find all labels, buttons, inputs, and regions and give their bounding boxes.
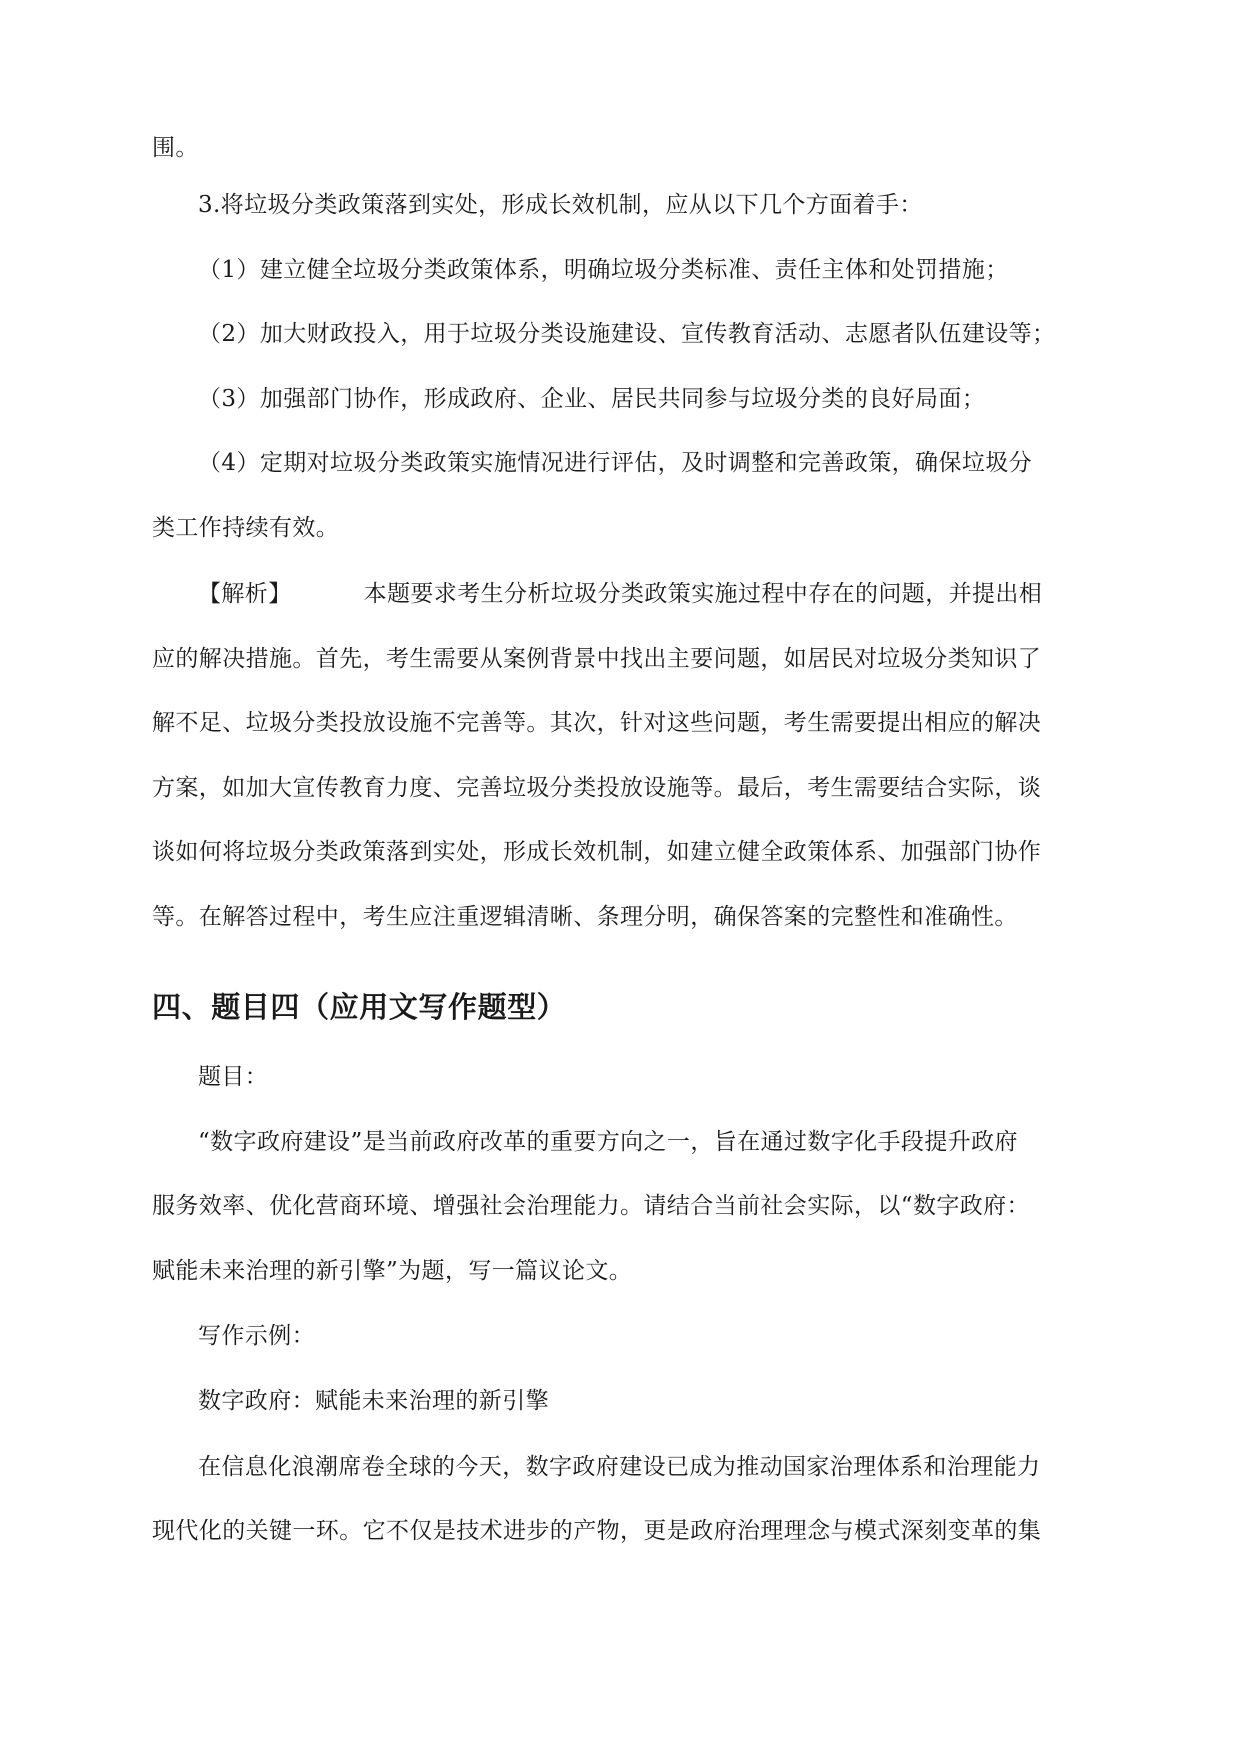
text-line: 服务效率、优化营商环境、增强社会治理能力。请结合当前社会实际，以“数字政府： — [152, 1193, 1030, 1219]
text-line: 解不足、垃圾分类投放设施不完善等。其次，针对这些问题，考生需要提出相应的解决 — [152, 710, 1042, 736]
analysis-first-line — [198, 577, 1092, 611]
text-line: 谈如何将垃圾分类政策落到实处，形成长效机制，如建立健全政策体系、加强部门协作 — [152, 839, 1042, 865]
text-line: 3.将垃圾分类政策落到实处，形成长效机制，应从以下几个方面着手： — [198, 192, 923, 218]
question-label: 题目： — [198, 1064, 269, 1090]
text-line: 在信息化浪潮席卷全球的今天，数字政府建设已成为推动国家治理体系和治理能力 — [198, 1454, 1041, 1480]
analysis-text: 本题要求考生分析垃圾分类政策实施过程中存在的问题，并提出相 — [363, 581, 1043, 607]
text-line: （4）定期对垃圾分类政策实施情况进行评估，及时调整和完善政策，确保垃圾分 — [198, 450, 1033, 476]
text-line: “数字政府建设”是当前政府改革的重要方向之一，旨在通过数字化手段提升政府 — [198, 1129, 1018, 1155]
text-line: 等。在解答过程中，考生应注重逻辑清晰、条理分明，确保答案的完整性和准确性。 — [152, 904, 1018, 930]
text-line: （1）建立健全垃圾分类政策体系，明确垃圾分类标准、责任主体和处罚措施； — [198, 257, 1009, 283]
text-line: 围。 — [152, 135, 199, 161]
analysis-tag: 【解析】 — [198, 581, 292, 607]
example-label: 写作示例： — [198, 1323, 315, 1349]
section-heading: 四、题目四（应用文写作题型） — [152, 990, 567, 1024]
text-line: 赋能未来治理的新引擎”为题，写一篇议论文。 — [152, 1258, 633, 1284]
example-title: 数字政府：赋能未来治理的新引擎 — [198, 1388, 549, 1414]
text-line: （3）加强部门协作，形成政府、企业、居民共同参与垃圾分类的良好局面； — [198, 386, 986, 412]
text-line: 方案，如加大宣传教育力度、完善垃圾分类投放设施等。最后，考生需要结合实际，谈 — [152, 775, 1042, 801]
text-line: 类工作持续有效。 — [152, 515, 340, 541]
text-line: （2）加大财政投入，用于垃圾分类设施建设、宣传教育活动、志愿者队伍建设等； — [198, 321, 1056, 347]
text-line: 应的解决措施。首先，考生需要从案例背景中找出主要问题，如居民对垃圾分类知识了 — [152, 646, 1042, 672]
text-line: 现代化的关键一环。它不仅是技术进步的产物，更是政府治理理念与模式深刻变革的集 — [152, 1518, 1042, 1544]
